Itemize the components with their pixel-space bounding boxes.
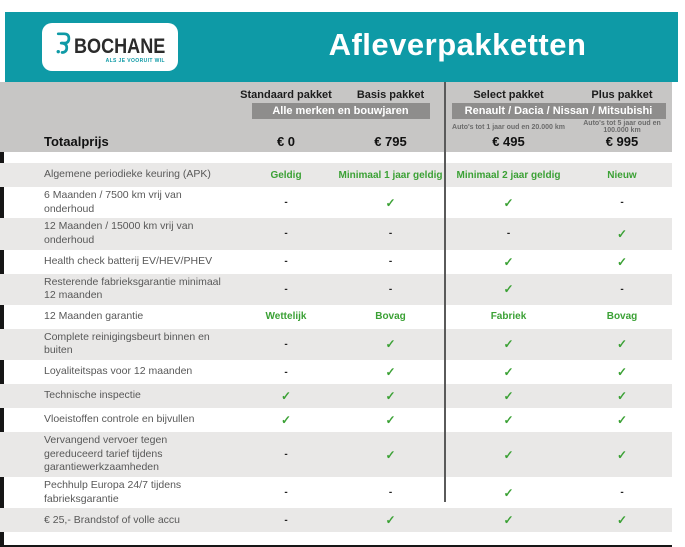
- feature-value: ✓: [503, 195, 514, 210]
- feature-label: Health check batterij EV/HEV/PHEV: [44, 254, 213, 267]
- feature-value: Nieuw: [607, 169, 637, 181]
- feature-value: -: [284, 283, 288, 295]
- feature-label: Pechhulp Europa 24/7 tijdens fabrieksgarantie: [44, 479, 182, 505]
- feature-value: ✓: [280, 389, 292, 404]
- feature-value: ✓: [616, 513, 628, 528]
- feature-label: Complete reinigingsbeurt binnen en buiten: [44, 330, 210, 357]
- table-header-band: [0, 82, 672, 152]
- feature-value: -: [284, 487, 288, 499]
- feature-value: -: [388, 487, 393, 499]
- feature-label: 6 Maanden / 7500 km vrij van onderhoud: [44, 189, 182, 215]
- feature-row: [0, 187, 672, 218]
- badge-all-brands: Alle merken en bouwjaren: [252, 103, 430, 119]
- feature-value: -: [284, 338, 288, 350]
- header-banner: [5, 12, 678, 82]
- feature-row: [0, 329, 672, 360]
- feature-value: -: [388, 228, 393, 240]
- feature-value: Minimaal 2 jaar geldig: [456, 169, 561, 181]
- feature-value: ✓: [503, 389, 514, 404]
- total-price-label: Totaalprijs: [44, 134, 109, 149]
- spacer-row: [0, 152, 672, 163]
- column-header-plus: Plus pakket: [591, 89, 653, 101]
- feature-value: ✓: [385, 337, 396, 352]
- feature-value: -: [620, 283, 624, 295]
- company-logo: [42, 23, 178, 71]
- price-select: € 495: [492, 134, 525, 149]
- feature-label: Loyaliteitspas voor 12 maanden: [44, 365, 193, 378]
- feature-row: [0, 163, 672, 187]
- feature-value: ✓: [616, 337, 628, 352]
- feature-value: Geldig: [270, 169, 302, 181]
- feature-value: ✓: [503, 413, 514, 428]
- feature-value: ✓: [616, 413, 628, 428]
- feature-label: Vervangend vervoer tegen gereduceerd tarief tijdens garantiewerkzaamheden: [44, 434, 168, 474]
- feature-value: ✓: [616, 365, 628, 380]
- feature-value: ✓: [385, 195, 396, 210]
- feature-label: Vloeistoffen controle en bijvullen: [44, 413, 195, 426]
- column-headers: [0, 82, 672, 101]
- price-standaard: € 0: [276, 134, 296, 149]
- column-header-standaard: Standaard pakket: [240, 89, 332, 101]
- feature-value: -: [620, 487, 624, 499]
- feature-value: ✓: [503, 282, 514, 297]
- feature-value: Bovag: [375, 311, 406, 323]
- feature-row: [0, 305, 672, 329]
- page-title: Afleverpakketten: [328, 27, 587, 62]
- feature-value: ✓: [385, 389, 396, 404]
- feature-value: ✓: [503, 513, 514, 528]
- feature-value: ✓: [616, 254, 628, 269]
- table-bottom-edge: [0, 532, 672, 547]
- feature-value: -: [388, 256, 393, 268]
- feature-row: [0, 408, 672, 432]
- feature-value: -: [284, 366, 288, 378]
- package-group-divider: [444, 82, 446, 502]
- feature-rows: [0, 163, 672, 532]
- feature-value: -: [284, 514, 288, 526]
- note-select-package: Auto's tot 1 jaar oud en 20.000 km: [452, 123, 565, 131]
- feature-value: ✓: [616, 447, 628, 462]
- feature-value: ✓: [385, 365, 396, 380]
- pricing-table: [0, 82, 672, 547]
- feature-value: -: [284, 449, 288, 461]
- logo-wordmark: BOCHANE: [74, 34, 166, 58]
- bochane-logo-icon: [54, 31, 71, 62]
- feature-value: -: [506, 228, 511, 240]
- feature-value: ✓: [280, 413, 292, 428]
- column-header-select: Select pakket: [473, 89, 544, 101]
- logo-tagline: ALS JE VOORUIT WIL: [105, 58, 165, 64]
- price-basis: € 795: [374, 134, 407, 149]
- feature-value: -: [284, 197, 288, 209]
- feature-row: [0, 274, 672, 305]
- feature-value: ✓: [503, 485, 514, 500]
- feature-label: € 25,- Brandstof of volle accu: [44, 513, 180, 526]
- feature-value: Bovag: [606, 311, 638, 323]
- feature-value: ✓: [503, 447, 514, 462]
- feature-row: [0, 218, 672, 249]
- badge-brand-list: Renault / Dacia / Nissan / Mitsubishi: [452, 103, 666, 119]
- feature-value: -: [284, 228, 288, 240]
- feature-label: Technische inspectie: [44, 389, 141, 402]
- feature-value: -: [620, 197, 624, 209]
- feature-row: [0, 250, 672, 274]
- note-plus-package: Auto's tot 5 jaar oud en 100.000 km: [583, 120, 661, 134]
- feature-value: Wettelijk: [265, 311, 307, 323]
- feature-value: Fabriek: [490, 311, 527, 323]
- feature-value: ✓: [503, 337, 514, 352]
- feature-value: ✓: [385, 447, 396, 462]
- feature-label: 12 Maanden garantie: [44, 310, 144, 323]
- feature-value: -: [284, 256, 288, 268]
- feature-label: Resterende fabrieksgarantie minimaal 12 maanden: [44, 275, 221, 302]
- feature-value: ✓: [503, 254, 514, 269]
- feature-value: ✓: [385, 413, 396, 428]
- feature-row: [0, 508, 672, 532]
- feature-value: -: [388, 283, 393, 295]
- price-plus: € 995: [605, 134, 639, 149]
- feature-label: Algemene periodieke keuring (APK): [44, 168, 211, 181]
- feature-row: [0, 432, 672, 477]
- feature-value: ✓: [616, 226, 628, 241]
- feature-value: ✓: [503, 365, 514, 380]
- feature-value: ✓: [616, 389, 628, 404]
- feature-value: ✓: [385, 513, 396, 528]
- feature-row: [0, 360, 672, 384]
- feature-value: Minimaal 1 jaar geldig: [338, 169, 443, 181]
- feature-row: [0, 384, 672, 408]
- feature-row: [0, 477, 672, 508]
- total-price-row: [0, 131, 672, 152]
- feature-label: 12 Maanden / 15000 km vrij van onderhoud: [44, 220, 194, 246]
- column-header-basis: Basis pakket: [356, 89, 425, 101]
